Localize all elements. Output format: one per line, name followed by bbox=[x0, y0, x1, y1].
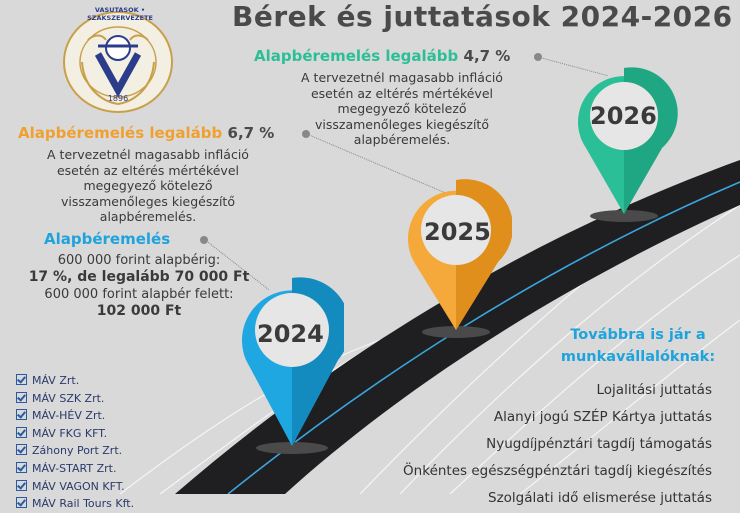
desc-2026-line: megegyező kötelező bbox=[337, 101, 467, 116]
desc-2026-line: A tervezetnél magasabb infláció bbox=[301, 70, 503, 85]
checkbox-icon bbox=[16, 427, 27, 438]
company-list bbox=[16, 372, 134, 513]
company-name: MÁV VAGON KFT. bbox=[32, 479, 125, 493]
pin-2025 bbox=[402, 178, 512, 338]
desc-2025-line: alapbéremelés. bbox=[99, 209, 197, 224]
checkbox-icon bbox=[16, 497, 27, 508]
list-item bbox=[16, 425, 134, 443]
list-item bbox=[16, 495, 134, 513]
desc-2024-strong: 17 %, de legalább 70 000 Ft bbox=[28, 269, 250, 285]
heading-2025-pct: 6,7 % bbox=[227, 124, 275, 142]
benefits-title-line: Továbbra is jár a bbox=[570, 327, 706, 343]
pin-2024 bbox=[234, 276, 344, 456]
heading-2025 bbox=[18, 124, 274, 142]
heading-2024: Alapbéremelés bbox=[44, 230, 171, 248]
checkbox-icon bbox=[16, 480, 27, 491]
heading-2026 bbox=[254, 47, 510, 65]
benefit-item: Alanyi jogú SZÉP Kártya juttatás bbox=[493, 409, 712, 425]
checkbox-icon bbox=[16, 409, 27, 420]
desc-2025-line: A tervezetnél magasabb infláció bbox=[47, 147, 249, 162]
desc-2026 bbox=[296, 70, 508, 148]
desc-2025 bbox=[22, 147, 274, 225]
desc-2026-line: esetén az eltérés mértékével bbox=[310, 85, 493, 101]
logo-ring-text: VASUTASOK • SZAKSZERVEZETE bbox=[87, 6, 153, 22]
company-name: MÁV-START Zrt. bbox=[32, 461, 117, 475]
desc-2025-line: megegyező kötelező bbox=[83, 178, 213, 193]
checkbox-icon bbox=[16, 392, 27, 403]
desc-2024-line: 600 000 forint alapbérig: bbox=[57, 253, 221, 268]
benefit-item: Lojalitási juttatás bbox=[596, 382, 712, 398]
benefits-title-line: munkavállalóknak: bbox=[560, 349, 716, 365]
company-name: MÁV SZK Zrt. bbox=[32, 391, 105, 405]
list-item bbox=[16, 407, 134, 425]
heading-2026-label: Alapbéremelés legalább bbox=[254, 47, 459, 65]
page-title: Bérek és juttatások 2024-2026 bbox=[232, 0, 733, 33]
company-name: MÁV-HÉV Zrt. bbox=[32, 409, 106, 423]
pin-2025-year: 2025 bbox=[424, 218, 491, 246]
list-item bbox=[16, 460, 134, 478]
desc-2024-strong: 102 000 Ft bbox=[96, 303, 182, 319]
company-name: MÁV Zrt. bbox=[32, 374, 80, 387]
company-name: MÁV FKG KFT. bbox=[32, 426, 108, 440]
desc-2026-line: alapbéremelés. bbox=[353, 132, 451, 147]
checkbox-icon bbox=[16, 462, 27, 473]
benefit-item: Önkéntes egészségpénztári tagdíj kiegészítés bbox=[403, 463, 712, 479]
desc-2025-line: esetén az eltérés mértékével bbox=[56, 162, 239, 178]
list-item bbox=[16, 390, 134, 408]
company-name: MÁV Rail Tours Kft. bbox=[32, 497, 135, 511]
pin-2024-year: 2024 bbox=[257, 320, 324, 348]
pin-2026 bbox=[568, 64, 688, 224]
benefits-list bbox=[403, 377, 712, 512]
benefits-title bbox=[548, 324, 728, 368]
desc-2026-line: visszamenőleges kiegészítő bbox=[315, 116, 489, 132]
benefit-item: Szolgálati idő elismerése juttatás bbox=[488, 490, 712, 506]
checkbox-icon bbox=[16, 374, 27, 385]
checkbox-icon bbox=[16, 444, 27, 455]
heading-2026-pct: 4,7 % bbox=[463, 47, 511, 65]
logo-year: 1896 bbox=[107, 94, 129, 103]
list-item bbox=[16, 442, 134, 460]
company-name: Záhony Port Zrt. bbox=[32, 444, 123, 458]
desc-2024 bbox=[6, 252, 272, 320]
list-item bbox=[16, 372, 134, 390]
desc-2024-line: 600 000 forint alapbér felett: bbox=[44, 287, 234, 302]
list-item bbox=[16, 478, 134, 496]
pin-2026-year: 2026 bbox=[590, 102, 657, 130]
heading-2025-label: Alapbéremelés legalább bbox=[18, 124, 223, 142]
benefit-item: Nyugdíjpénztári tagdíj támogatás bbox=[486, 436, 712, 452]
desc-2025-line: visszamenőleges kiegészítő bbox=[61, 193, 235, 209]
